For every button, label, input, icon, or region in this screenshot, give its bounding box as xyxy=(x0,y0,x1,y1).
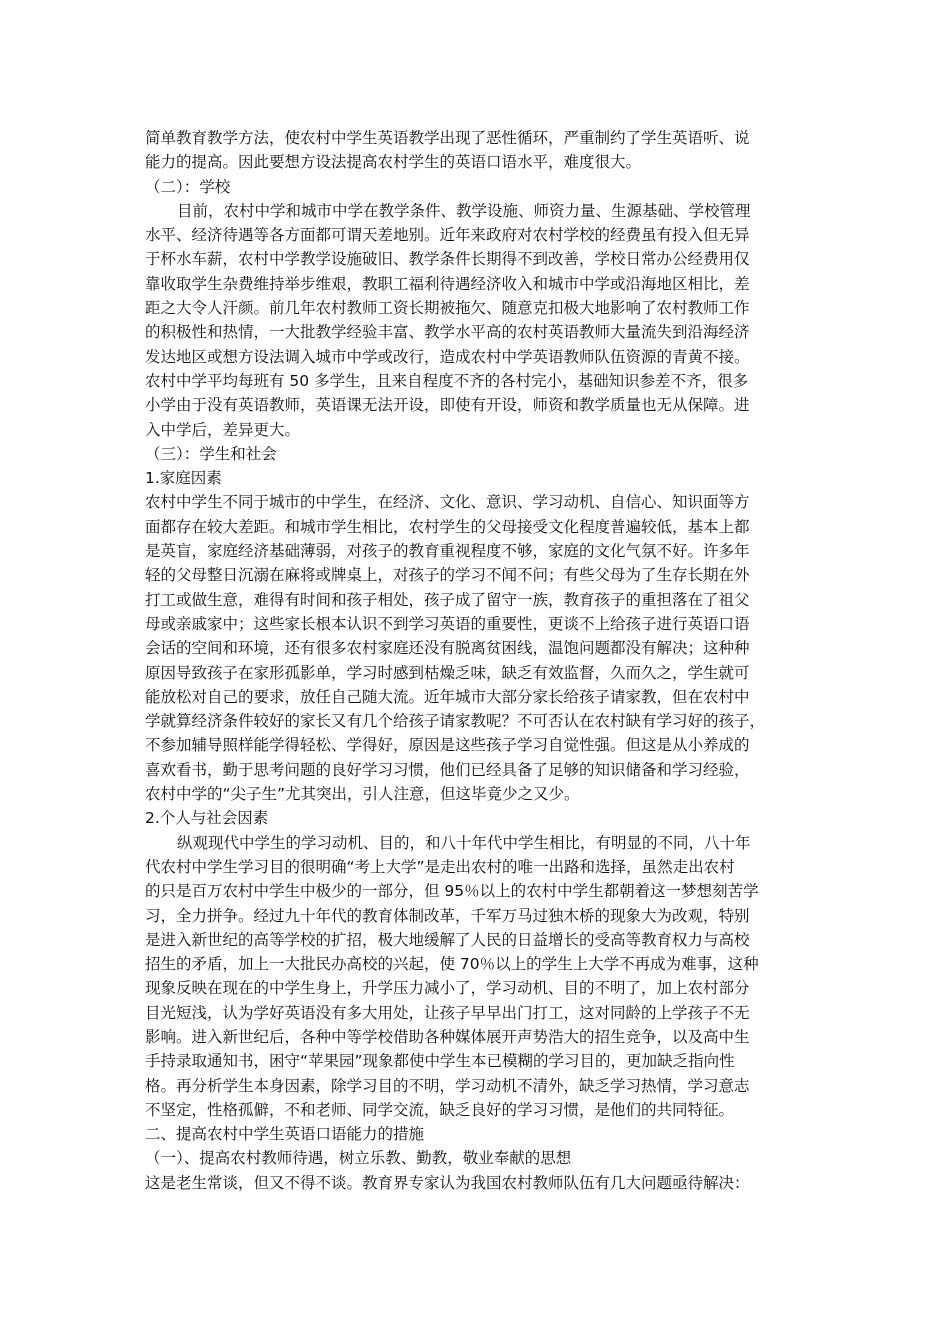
text-line: 代农村中学生学习目的很明确“考上大学”是走出农村的唯一出路和选择，虽然走出农村 xyxy=(145,857,735,876)
text-line: 发达地区或想方设法调入城市中学或改行，造成农村中学英语教师队伍资源的青黄不接。 xyxy=(145,347,750,366)
text-line: 目光短浅，认为学好英语没有多大用处，让孩子早早出门打工，这对同龄的上学孩子不无 xyxy=(145,1003,750,1022)
document-page xyxy=(145,126,805,1195)
paragraph-school xyxy=(145,199,805,442)
paragraph-intro xyxy=(145,126,805,175)
text-line: 纵观现代中学生的学习动机、目的，和八十年代中学生相比，有明显的不同，八十年 xyxy=(177,833,751,852)
section-heading-school: （二）：学校 xyxy=(145,177,231,196)
text-line: 招生的矛盾，加上一大批民办高校的兴起，使 70％以上的学生上大学不再成为难事，这种 xyxy=(145,955,759,974)
text-line: 学就算经济条件较好的家长又有几个给孩子请家教呢？不可否认在农村缺有学习好的孩子， xyxy=(145,712,766,731)
text-line: 农村中学生不同于城市的中学生，在经济、文化、意识、学习动机、自信心、知识面等方 xyxy=(145,493,750,512)
text-line: 面都存在较大差距。和城市学生相比，农村学生的父母接受文化程度普遍较低，基本上都 xyxy=(145,517,750,536)
paragraph-family xyxy=(145,490,805,806)
text-line: 会话的空间和环境，还有很多农村家庭还没有脱离贫困线，温饱问题都没有解决；这种种 xyxy=(145,639,750,658)
text-line: 水平、经济待遇等各方面都可谓天差地别。近年来政府对农村学校的经费虽有投入但无异 xyxy=(145,226,750,245)
text-line: 原因导致孩子在家形孤影单，学习时感到枯燥乏味，缺乏有效监督，久而久之，学生就可 xyxy=(145,663,750,682)
subheading-family: 1.家庭因素 xyxy=(145,469,222,488)
text-line: 轻的父母整日沉溺在麻将或牌桌上，对孩子的学习不闻不问；有些父母为了生存长期在外 xyxy=(145,566,750,585)
text-line: 农村中学的“尖子生”尤其突出，引人注意，但这毕竟少之又少。 xyxy=(145,785,580,804)
text-line: 不坚定，性格孤僻，不和老师、同学交流，缺乏良好的学习习惯，是他们的共同特征。 xyxy=(145,1100,735,1119)
text-line: 入中学后，差异更大。 xyxy=(145,420,301,439)
text-line: 打工或做生意，难得有时间和孩子相处，孩子成了留守一族，教育孩子的重担落在了祖父 xyxy=(145,590,750,609)
text-line: 手持录取通知书，困守“苹果园”现象都使中学生本已模糊的学习目的，更加缺乏指向性 xyxy=(145,1052,735,1071)
text-line: 不参加辅导照样能学得轻松、学得好，原因是这些孩子学习自觉性强。但这是从小养成的 xyxy=(145,736,750,755)
text-line: 靠收取学生杂费维持举步维艰，教职工福利待遇经济收入和城市中学或沿海地区相比，差 xyxy=(145,274,750,293)
text-line: 母或亲戚家中；这些家长根本认识不到学习英语的重要性，更谈不上给孩子进行英语口语 xyxy=(145,614,750,633)
text-line: 的只是百万农村中学生中极少的一部分，但 95％以上的农村中学生都朝着这一梦想刻苦学 xyxy=(145,882,759,901)
text-line: 简单教育教学方法，使农村中学生英语教学出现了恶性循环，严重制约了学生英语听、说 xyxy=(145,129,750,147)
subheading-personal: 2.个人与社会因素 xyxy=(145,809,269,828)
text-line: 小学由于没有英语教师，英语课无法开设，即使有开设，师资和教学质量也无从保障。进 xyxy=(145,396,750,415)
paragraph-last xyxy=(145,1171,805,1195)
text-line: 能放松对自己的要求，放任自己随大流。近年城市大部分家长给孩子请家教，但在农村中 xyxy=(145,687,750,706)
text-line: 是英盲，家庭经济基础薄弱，对孩子的教育重视程度不够，家庭的文化气氛不好。许多年 xyxy=(145,542,750,561)
text-line: 农村中学平均每班有 50 多学生，且来自程度不齐的各村完小，基础知识参差不齐，很多 xyxy=(145,371,749,390)
text-line: 能力的提高。因此要想方设法提高农村学生的英语口语水平，难度很大。 xyxy=(145,153,642,172)
text-line: 格。再分析学生本身因素，除学习目的不明，学习动机不清外，缺乏学习热情，学习意志 xyxy=(145,1076,750,1095)
text-line: 喜欢看书，勤于思考问题的良好学习习惯，他们已经具备了足够的知识储备和学习经验， xyxy=(145,760,750,779)
section-heading-students: （三）：学生和社会 xyxy=(145,444,277,463)
text-line: 影响。进入新世纪后，各种中等学校借助各种媒体展开声势浩大的招生竞争，以及高中生 xyxy=(145,1027,750,1046)
text-line: 现象反映在现在的中学生身上，升学压力减小了，学习动机、目的不明了，加上农村部分 xyxy=(145,979,750,998)
section-heading-measures: 二、提高农村中学生英语口语能力的措施 xyxy=(145,1125,425,1144)
text-line: 这是老生常谈，但又不得不谈。教育界专家认为我国农村教师队伍有几大问题亟待解决： xyxy=(145,1173,750,1192)
paragraph-personal xyxy=(145,831,805,1123)
text-line: 目前，农村中学和城市中学在教学条件、教学设施、师资力量、生源基础、学校管理 xyxy=(177,201,751,220)
text-line: 习，全力拼争。经过九十年代的教育体制改革，千军万马过独木桥的现象大为改观，特别 xyxy=(145,906,750,925)
text-line: 是进入新世纪的高等学校的扩招，极大地缓解了人民的日益增长的受高等教育权力与高校 xyxy=(145,930,750,949)
subheading-treatment: （一）、提高农村教师待遇，树立乐教、勤教，敬业奉献的思想 xyxy=(145,1149,572,1168)
text-line: 距之大令人汗颜。前几年农村教师工资长期被拖欠、随意克扣极大地影响了农村教师工作 xyxy=(145,299,750,318)
text-line: 的积极性和热情，一大批教学经验丰富、教学水平高的农村英语教师大量流失到沿海经济 xyxy=(145,323,750,342)
text-line: 于杯水车薪，农村中学教学设施破旧、教学条件长期得不到改善，学校日常办公经费用仅 xyxy=(145,250,750,269)
